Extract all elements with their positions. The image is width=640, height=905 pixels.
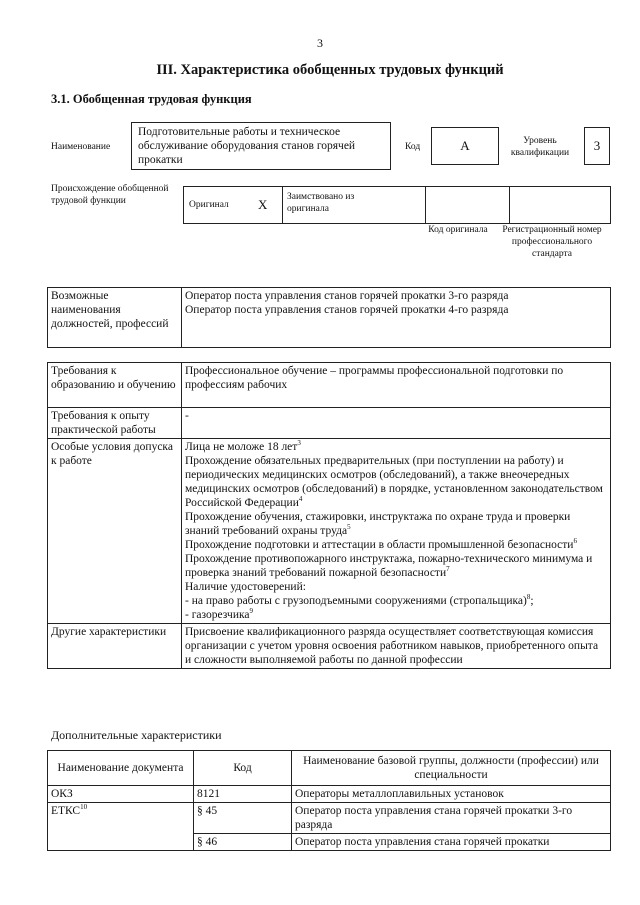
- original-mark: X: [258, 197, 268, 212]
- education-value: Профессиональное обучение – программы профессиональной подготовки по профессиям рабочих: [182, 363, 611, 408]
- special-item: Лица не моложе 18 лет$^3$: [185, 439, 301, 453]
- borrowed-label: Заимствовано из оригинала: [287, 192, 355, 214]
- special-item: Прохождение обязательных предварительных (при поступлении на работу) и периодических медицинских осмотров (обследований), а также внеочередных медицинских осмотров (обследований) в порядке, установленном законодательством Российской Федерации$^4$: [185, 455, 603, 509]
- code-value: А: [460, 138, 470, 153]
- code-value-box: [431, 127, 499, 165]
- education-label: Требования к образованию и обучению: [48, 363, 182, 408]
- position-line: Оператор поста управления станов горячей прокатки 3-го разряда: [185, 290, 509, 302]
- row-doc: ЕТКС$^{10}$: [48, 803, 194, 834]
- row-doc: ОКЗ: [48, 786, 194, 803]
- table-row: [48, 439, 611, 624]
- reg-number-caption: Регистрационный номер профессионального стандарта: [502, 225, 602, 259]
- special-item: Прохождение противопожарного инструктажа, пожарно-технического минимума и проверка знаний требований пожарной безопасности$^7$: [185, 553, 593, 579]
- special-item: Наличие удостоверений:: [185, 581, 306, 593]
- special-item: Прохождение подготовки и аттестации в области промышленной безопасности$^6$: [185, 537, 577, 551]
- table-row: [48, 786, 611, 803]
- table-header-row: [48, 751, 611, 786]
- other-label: Другие характеристики: [48, 624, 182, 669]
- row-doc: [48, 834, 194, 851]
- col-header-doc: Наименование документа: [48, 751, 194, 786]
- section-title: III. Характеристика обобщенных трудовых функций: [156, 62, 504, 78]
- other-value: Присвоение квалификационного разряда осуществляет соответствующая комиссия организации с учетом уровня освоения работником навыков, приобретенного опыта и сложности выполняемой работы по данной профессии: [182, 624, 611, 669]
- experience-value: -: [182, 408, 611, 439]
- table-row: [48, 803, 611, 834]
- row-name: Операторы металлоплавильных установок: [292, 786, 611, 803]
- row-code: 8121: [194, 786, 292, 803]
- table-row: [48, 834, 611, 851]
- table-row: [48, 363, 611, 408]
- code-label: Код: [405, 142, 421, 152]
- special-item: - газорезчика$^9$: [185, 607, 254, 621]
- additional-table: [47, 750, 611, 851]
- name-label: Наименование: [51, 142, 111, 152]
- col-header-code: Код: [194, 751, 292, 786]
- special-values: [182, 439, 611, 624]
- origin-label: Происхождение обобщенной трудовой функции: [51, 184, 169, 206]
- special-label: Особые условия допуска к работе: [48, 439, 182, 624]
- experience-label: Требования к опыту практической работы: [48, 408, 182, 439]
- additional-title: Дополнительные характеристики: [51, 728, 222, 742]
- positions-values: [182, 288, 611, 348]
- level-label: Уровень квалификации: [510, 136, 570, 158]
- special-item: - на право работы с грузоподъемными сооружениями (стропальщика)$^8$;: [185, 593, 534, 607]
- level-value-box: [584, 127, 610, 165]
- positions-label: Возможные наименования должностей, профессий: [48, 288, 182, 348]
- col-header-name: Наименование базовой группы, должности (профессии) или специальности: [292, 751, 611, 786]
- row-code: § 45: [194, 803, 292, 834]
- table-row: [48, 408, 611, 439]
- original-code-caption: Код оригинала: [428, 225, 488, 235]
- origin-table: [183, 186, 611, 224]
- level-value: 3: [593, 138, 601, 153]
- row-name: Оператор поста управления стана горячей прокатки: [292, 834, 611, 851]
- row-code: § 46: [194, 834, 292, 851]
- page-number: 3: [317, 36, 323, 50]
- requirements-table: [47, 362, 611, 669]
- table-row: [48, 624, 611, 669]
- row-name: Оператор поста управления стана горячей прокатки 3-го разряда: [292, 803, 611, 834]
- function-name-box: [131, 122, 391, 170]
- positions-table: [47, 287, 611, 348]
- position-line: Оператор поста управления станов горячей прокатки 4-го разряда: [185, 304, 509, 316]
- table-row: [48, 288, 611, 348]
- original-label: Оригинал: [189, 200, 229, 210]
- function-name: Подготовительные работы и техническое обслуживание оборудования станов горячей прокатки: [138, 126, 356, 166]
- subsection-title: 3.1. Обобщенная трудовая функция: [51, 92, 252, 106]
- special-item: Прохождение обучения, стажировки, инструктажа по охране труда и проверки знаний требований охраны труда$^5$: [185, 511, 571, 537]
